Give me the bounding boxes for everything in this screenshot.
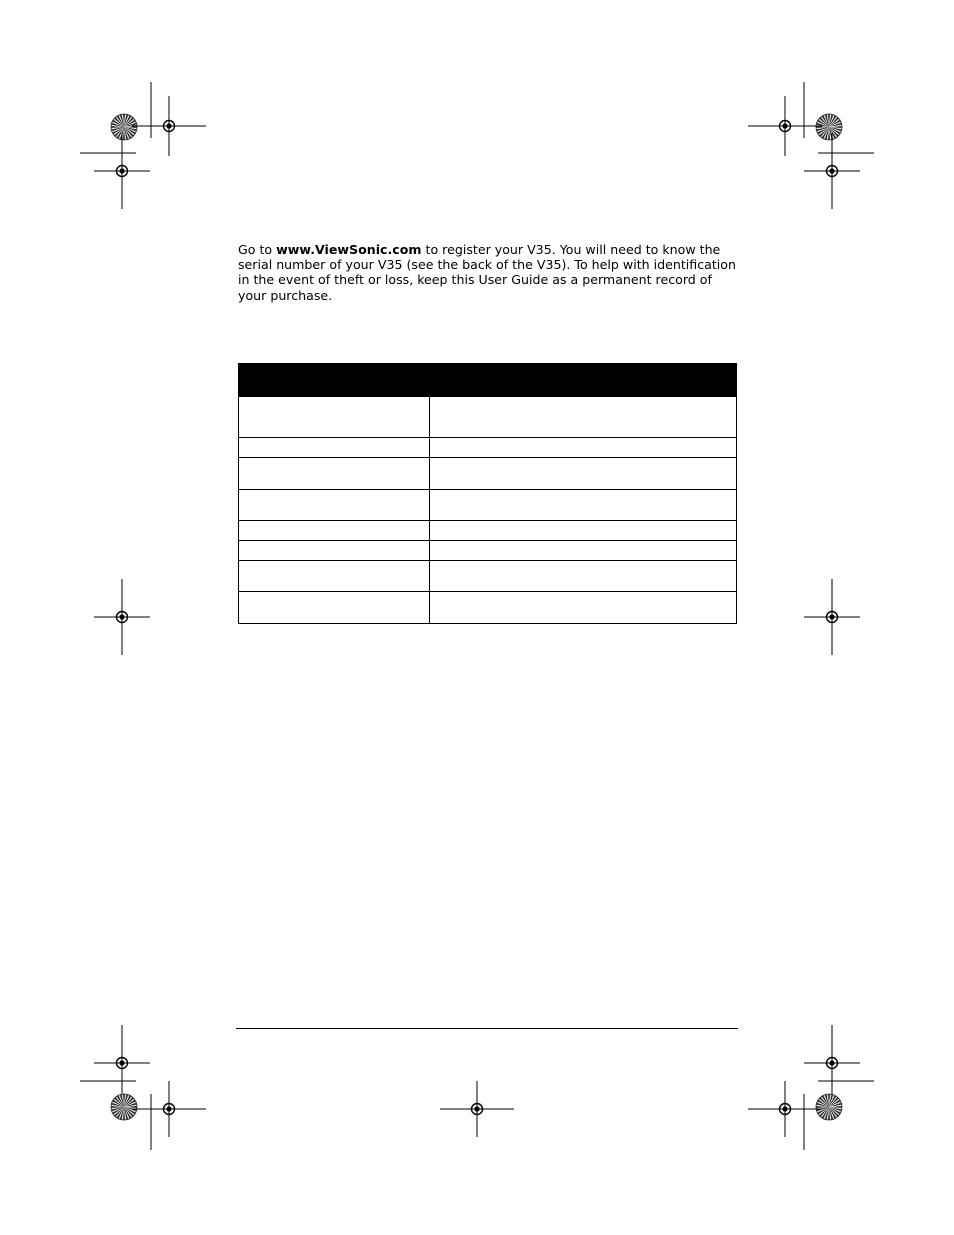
starburst-registration-icon [111,114,137,140]
crosshair-registration-icon [748,96,822,156]
crosshair-registration-icon [94,1025,150,1101]
intro-text: to register your V35. You will need to know the serial number of your V35 (see the back of the V35). To help with identification in the event of theft or loss, keep this User Guide as a permanent record of your purchase. [238,242,736,303]
crosshair-registration-icon [94,579,150,655]
crosshair-registration-icon [132,1081,206,1137]
crosshair-registration-icon [804,1025,860,1101]
crosshair-registration-icon [440,1081,514,1137]
website-link[interactable]: www.ViewSonic.com [276,242,422,257]
intro-prefix: Go to [238,242,277,257]
crosshair-registration-icon [748,1081,822,1137]
crosshair-registration-icon [94,133,150,209]
starburst-registration-icon [816,1094,842,1120]
starburst-registration-icon [816,114,842,140]
crosshair-registration-icon [804,579,860,655]
crosshair-registration-icon [804,133,860,209]
crosshair-registration-icon [132,96,206,156]
starburst-registration-icon [111,1094,137,1120]
